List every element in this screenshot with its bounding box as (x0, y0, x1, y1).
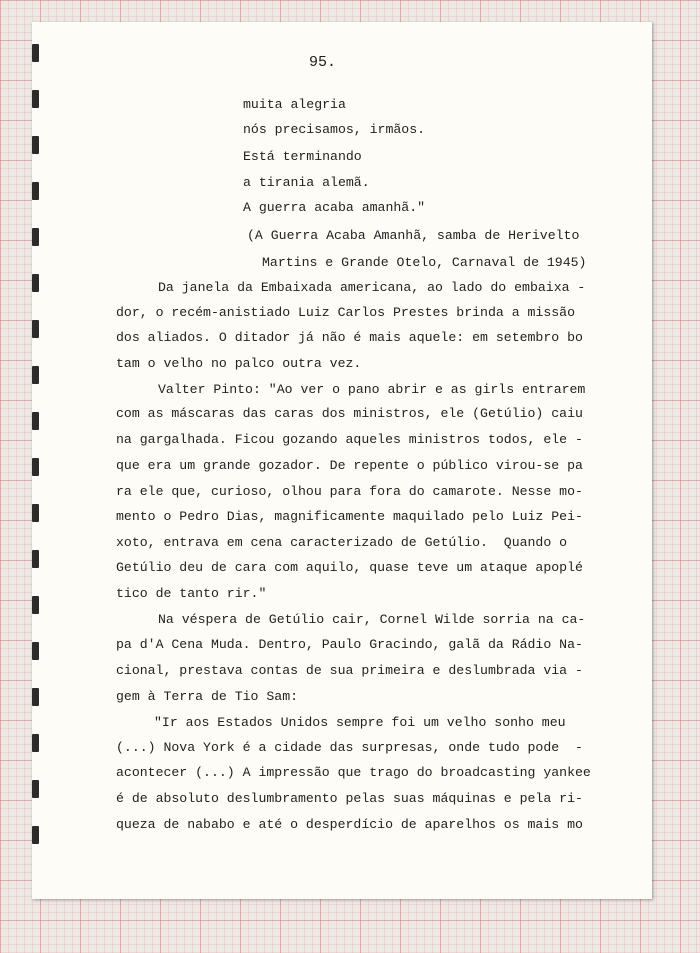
citation-line: Martins e Grande Otelo, Carnaval de 1945) (262, 255, 587, 270)
body-line: acontecer (...) A impressão que trago do broadcasting yankee (116, 765, 591, 780)
binder-hole (32, 228, 39, 246)
binder-hole (32, 412, 39, 430)
binder-hole (32, 274, 39, 292)
body-line: (...) Nova York é a cidade das surpresas, onde tudo pode - (116, 740, 583, 755)
binder-hole (32, 504, 39, 522)
body-line: Valter Pinto: "Ao ver o pano abrir e as girls entrarem (158, 382, 586, 397)
binder-hole (32, 44, 39, 62)
binder-hole (32, 826, 39, 844)
body-line: Na véspera de Getúlio cair, Cornel Wilde sorria na ca- (158, 612, 586, 627)
body-line: xoto, entrava em cena caracterizado de Getúlio. Quando o (116, 535, 568, 550)
body-line: tico de tanto rir." (116, 586, 267, 601)
body-line: pa d'A Cena Muda. Dentro, Paulo Gracindo, galã da Rádio Na- (116, 637, 583, 652)
poem-line: A guerra acaba amanhã." (243, 200, 426, 215)
citation-line: (A Guerra Acaba Amanhã, samba de Herivelto (247, 228, 580, 243)
body-line: Getúlio deu de cara com aquilo, quase teve um ataque apoplé (116, 560, 583, 575)
binder-hole (32, 688, 39, 706)
body-line: gem à Terra de Tio Sam: (116, 689, 299, 704)
body-line: dos aliados. O ditador já não é mais aquele: em setembro bo (116, 330, 583, 345)
body-line: mento o Pedro Dias, magnificamente maquilado pelo Luiz Pei- (116, 509, 583, 524)
binder-hole (32, 90, 39, 108)
body-line: tam o velho no palco outra vez. (116, 356, 362, 371)
poem-line: muita alegria (243, 97, 346, 112)
body-line: queza de nababo e até o desperdício de aparelhos os mais mo (116, 817, 583, 832)
poem-line: nós precisamos, irmãos. (243, 122, 426, 137)
binder-hole (32, 366, 39, 384)
body-line: "Ir aos Estados Unidos sempre foi um velho sonho meu (154, 715, 566, 730)
poem-line: Está terminando (243, 149, 362, 164)
binder-hole (32, 136, 39, 154)
page-number: 95. (309, 54, 337, 71)
binder-holes (32, 30, 42, 880)
binder-hole (32, 320, 39, 338)
binder-hole (32, 182, 39, 200)
binder-hole (32, 780, 39, 798)
body-line: é de absoluto deslumbramento pelas suas máquinas e pela ri- (116, 791, 583, 806)
body-line: que era um grande gozador. De repente o público virou-se pa (116, 458, 583, 473)
body-line: cional, prestava contas de sua primeira e deslumbrada via - (116, 663, 583, 678)
body-line: com as máscaras das caras dos ministros, ele (Getúlio) caiu (116, 406, 583, 421)
binder-hole (32, 458, 39, 476)
binder-hole (32, 550, 39, 568)
binder-hole (32, 734, 39, 752)
binder-hole (32, 596, 39, 614)
binder-hole (32, 642, 39, 660)
body-line: na gargalhada. Ficou gozando aqueles ministros todos, ele - (116, 432, 583, 447)
body-line: Da janela da Embaixada americana, ao lado do embaixa - (158, 280, 586, 295)
body-line: ra ele que, curioso, olhou para fora do camarote. Nesse mo- (116, 484, 583, 499)
poem-line: a tirania alemã. (243, 175, 370, 190)
body-line: dor, o recém-anistiado Luiz Carlos Prestes brinda a missão (116, 305, 575, 320)
